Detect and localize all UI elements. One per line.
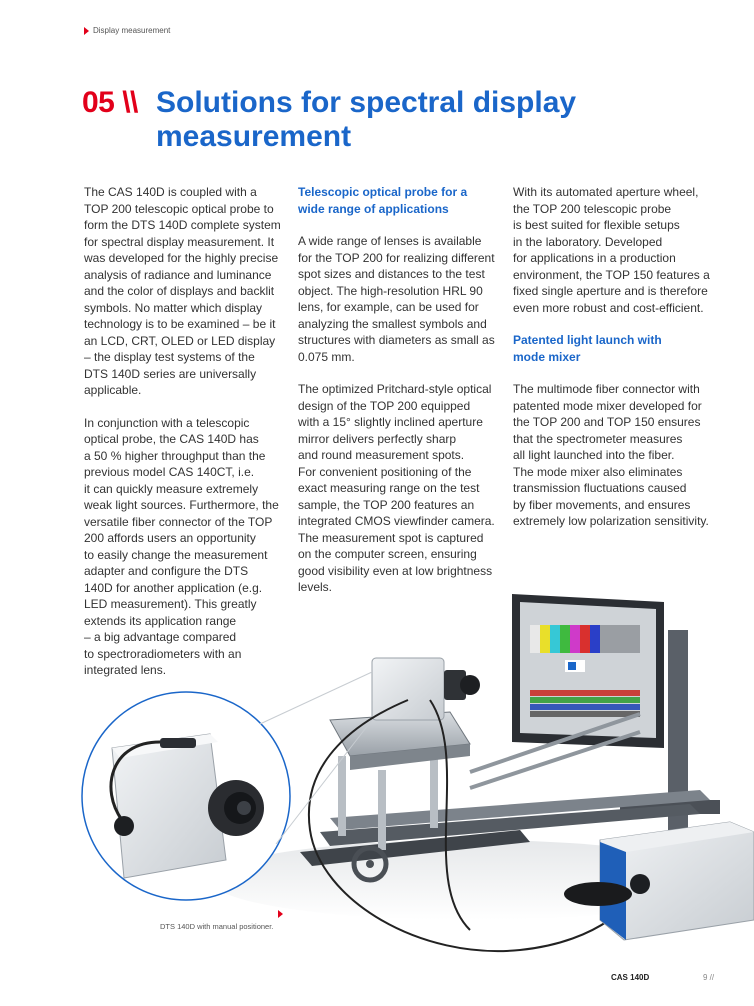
telescopic-probe: [372, 658, 444, 720]
page-title-line1: Solutions for spectral display: [156, 86, 577, 119]
caption-arrow-icon: [278, 910, 283, 918]
section-heading-telescopic-probe: Telescopic optical probe for a wide range of applications: [298, 185, 468, 216]
support-post: [338, 756, 346, 836]
lenses-paragraph: A wide range of lenses is available for the TOP 200 for realizing different spot sizes and distances to the test object. The high-resolution HRL 90 lens, for example, can be used for analyzing the smallest symbols and structures with diameters as small as 0.075 mm.: [298, 234, 495, 364]
section-heading-light-launch: Patented light launch with mode mixer: [513, 333, 662, 364]
mode-mixer-paragraph: The multimode fiber connector with patented mode mixer developed for the TOP 200 and TOP 150 ensures that the spectrometer measures all light launched into the fiber. The mode mixer also eliminates transmission fluctuations caused by fiber movements, and ensures extremely low polarization sensitivity.: [513, 382, 709, 528]
page-number: 9 //: [703, 973, 715, 982]
section-number: 05 \\: [82, 86, 138, 119]
aperture-paragraph: With its automated aperture wheel, the TOP 200 telescopic probe is best suited for flexible setups in the laboratory. Developed for applications in a production environment, the TOP 150 features a fixed single aperture and is therefore even more robust and cost-efficient.: [513, 185, 710, 315]
throughput-paragraph: In conjunction with a telescopic optical probe, the CAS 140D has a 50 % higher throughput than the previous model CAS 140CT, i.e. it can quickly measure extremely weak light sources. Furthermore, the versatile fiber connector of the TOP 200 affords users an opportunity to easily change the measurement adapter and configure the DTS 140D for another application (e.g. LED measurement). This greatly extends its application range – a big advantage compared to spectroradiometers with an integrated lens.: [84, 415, 279, 677]
pritchard-paragraph: The optimized Pritchard-style optical design of the TOP 200 equipped with a 15° slightly inclined aperture mirror delivers perfectly sharp and round measurement spots. For convenient positioning of the exact measuring range on the test sample, the TOP 200 features an integrated CMOS viewfinder camera. The measurement spot is captured on the computer screen, ensuring good visibility even at low brightness levels.: [298, 382, 495, 594]
footer-product-title: CAS 140D: [611, 973, 650, 982]
figure-caption: DTS 140D with manual positioner.: [160, 922, 274, 931]
intro-paragraph: The CAS 140D is coupled with a TOP 200 telescopic optical probe to form the DTS 140D complete system for spectral display measurement. It was developed for the highly precise analysis of radiance and luminance and the color of displays and backlit symbols. No matter which display technology is to be examined – be it an LCD, CRT, OLED or LED display – the display test systems of the DTS 140D series are universally applicable.: [84, 185, 281, 397]
page-title-line2: measurement: [156, 120, 352, 153]
monitor: [512, 594, 664, 748]
breadcrumb-label: Display measurement: [93, 26, 171, 35]
